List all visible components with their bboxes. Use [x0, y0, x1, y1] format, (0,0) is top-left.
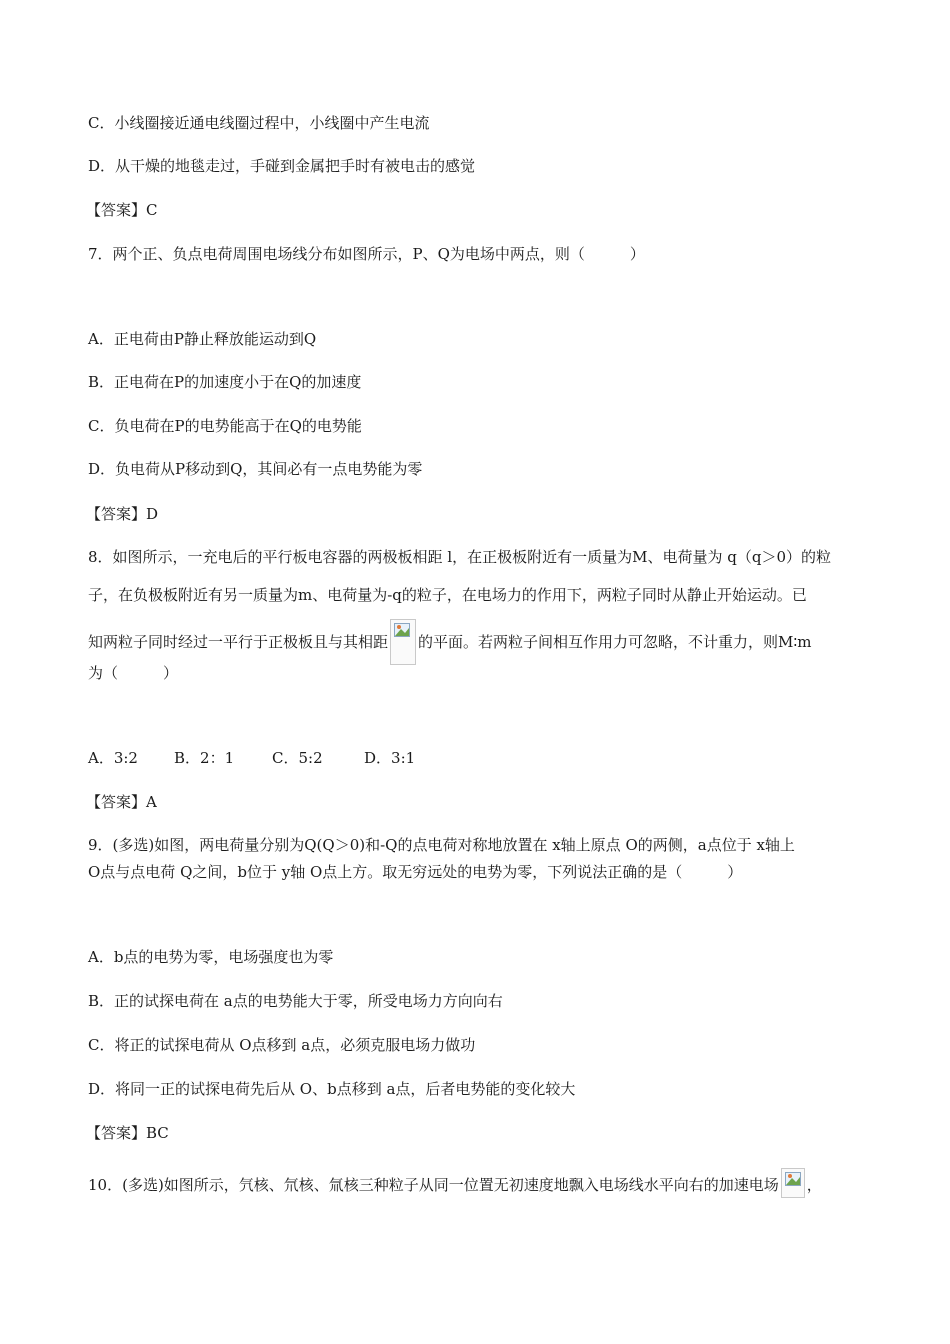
q6-answer: 【答案】C	[86, 201, 158, 219]
q9-option-a: A．b点的电势为零，电场强度也为零	[88, 948, 334, 966]
q6-option-c: C．小线圈接近通电线圈过程中，小线圈中产生电流	[88, 114, 430, 132]
q8-option-b: B．2：1	[174, 749, 235, 767]
q7-option-c: C．负电荷在P的电势能高于在Q的电势能	[88, 417, 362, 435]
missing-image-icon	[781, 1168, 805, 1198]
q8-stem-line-4: 为（ ）	[88, 664, 179, 682]
q7-answer: 【答案】D	[86, 505, 159, 523]
q8-options	[88, 747, 415, 769]
q8-answer: 【答案】A	[86, 793, 157, 811]
q8-option-a: A．3:2	[88, 749, 138, 767]
q9-option-b: B．正的试探电荷在 a点的电势能大于零，所受电场力方向向右	[88, 992, 503, 1010]
q8-stem-line-1: 8．如图所示，一充电后的平行板电容器的两极板相距 l，在正极板附近有一质量为M、电荷量为 q（q＞0）的粒	[88, 548, 831, 566]
q8-stem-line-3	[88, 619, 812, 665]
q8-stem-line-2: 子，在负极板附近有另一质量为m、电荷量为-q的粒子，在电场力的作用下，两粒子同时从静止开始运动。已	[88, 586, 807, 604]
q7-option-a: A．正电荷由P静止释放能运动到Q	[88, 330, 317, 348]
q9-answer: 【答案】BC	[86, 1124, 169, 1142]
q9-option-d: D．将同一正的试探电荷先后从 O、b点移到 a点，后者电势能的变化较大	[88, 1080, 576, 1098]
q7-option-b: B．正电荷在P的加速度小于在Q的加速度	[88, 373, 362, 391]
q8-option-c: C．5:2	[272, 749, 323, 767]
q7-option-d: D．负电荷从P移动到Q，其间必有一点电势能为零	[88, 460, 423, 478]
q9-option-c: C．将正的试探电荷从 O点移到 a点，必须克服电场力做功	[88, 1036, 476, 1054]
q8-option-d: D．3:1	[364, 749, 416, 767]
q9-stem-line-1: 9．(多选)如图，两电荷量分别为Q(Q＞0)和-Q的点电荷对称地放置在 x轴上原点 O的两侧，a点位于 x轴上	[88, 836, 795, 854]
q7-stem: 7．两个正、负点电荷周围电场线分布如图所示，P、Q为电场中两点，则（ ）	[88, 245, 645, 263]
q10-stem-line-1	[88, 1168, 822, 1198]
q9-stem-line-2: O点与点电荷 Q之间，b位于 y轴 O点上方。取无穷远处的电势为零，下列说法正确的是（ ）	[88, 863, 743, 881]
q8-stem-line-3-end: 的平面。若两粒子间相互作用力可忽略，不计重力，则M∶m	[418, 633, 812, 651]
q10-stem-comma: ，	[806, 1176, 822, 1194]
q10-stem-text: 10．(多选)如图所示，氕核、氘核、氚核三种粒子从同一位置无初速度地飘入电场线水平向右的加速电场	[88, 1176, 779, 1194]
q8-stem-line-3-start: 知两粒子同时经过一平行于正极板且与其相距	[88, 633, 389, 651]
q6-option-d: D．从干燥的地毯走过，手碰到金属把手时有被电击的感觉	[88, 157, 476, 175]
missing-image-icon	[390, 619, 416, 665]
